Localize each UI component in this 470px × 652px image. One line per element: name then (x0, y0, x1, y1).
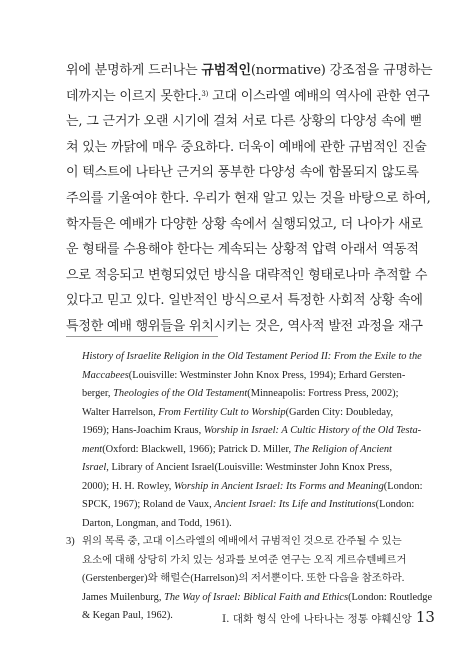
footnote-line (66, 589, 433, 608)
footnote-line (66, 441, 426, 460)
text-line: 데까지는 이르지 못한다.$^{3)}$ 고대 이스라엘 예배의 역사에 관한 연구 (66, 88, 430, 104)
citation-text: (London: (383, 480, 423, 492)
text-line: 학자들은 예배가 다양한 상황 속에서 실행되었고, 더 나아가 새로 (66, 216, 423, 232)
italic-title: The Way of Israel: Biblical Faith and Ethics (164, 591, 349, 603)
citation-text: (London: (375, 499, 415, 510)
citation-text: (Louisville: Westminster John Knox Press, 1994); Erhard Gersten- (128, 369, 406, 381)
text-line: 있다고 믿고 있다. 일반적인 방식으로서 특정한 사회적 상황 속에 (66, 293, 423, 309)
bold-term: 규범적인 (201, 63, 251, 78)
text-line: 운 형태를 수용해야 한다는 계속되는 상황적 압력 아래서 역동적 (66, 242, 419, 258)
footnote-text (82, 536, 402, 547)
citation-text: 2000); H. H. Rowley, (82, 480, 174, 492)
italic-title: Worship in Israel: A Cultic History of the Old Testa- (203, 425, 422, 436)
footnote-line (66, 385, 426, 404)
citation-text: berger, (82, 388, 114, 399)
citation-text: 요소에 대해 상당히 가치 있는 성과를 보여준 연구는 오직 게르슈텐베르거 (82, 554, 407, 566)
footnote-line (66, 496, 426, 515)
citation-text: 1969); Hans-Joachim Kraus, (82, 425, 204, 436)
text-line: 특정한 예배 행위들을 위치시키는 것은, 역사적 발전 과정을 재구 (66, 318, 423, 334)
citation-text: (Oxford: Blackwell, 1966); Patrick D. Miller, (102, 443, 294, 455)
text-line: 으로 적응되고 변형되었던 방식을 대략적인 형태로나마 추적할 수 (66, 267, 428, 283)
footnote-line (66, 348, 426, 367)
footnote-line (66, 404, 426, 423)
footnotes (66, 348, 433, 626)
citation-text: (Gerstenberger)와 해럴슨(Harrelson)의 저서뿐이다. 또한 다음을 참조하라. (82, 573, 405, 584)
citation-text: (London: Routledge (348, 591, 433, 603)
citation-text: Walter Harrelson, (82, 406, 159, 418)
italic-title: History of Israelite Religion in the Old Testament Period II: From the Exile to the (82, 351, 422, 362)
italic-title: ment (82, 443, 103, 455)
text-line: 위에 분명하게 드러나는 규범적인(normative) 강조점을 규명하는 (66, 63, 433, 78)
footnote-line (66, 367, 426, 386)
running-head: I. 대화 형식 안에 나타나는 정통 야훼신앙 (222, 613, 412, 625)
italic-title: Theologies of the Old Testament (113, 388, 248, 399)
text-line: 주의를 기울여야 한다. 우리가 현재 알고 있는 것을 바탕으로 하여, (66, 190, 431, 206)
citation-text: (Garden City: Doubleday, (285, 406, 394, 418)
footnote-line (66, 459, 426, 478)
italic-title: Israel (82, 462, 107, 473)
text-line: 쳐 있는 까닭에 매우 중요하다. 더욱이 예배에 관한 규범적인 진술 (66, 139, 427, 155)
citation-text: & Kegan Paul, 1962). (82, 610, 173, 621)
citation-text: 위의 목록 중, 고대 이스라엘의 예배에서 규범적인 것으로 간주될 수 있는 (82, 536, 402, 547)
footnote-line (66, 478, 426, 497)
citation-text: James Muilenburg, (82, 591, 165, 603)
footnote-number: 3) (66, 536, 75, 547)
footnote-line (66, 515, 426, 534)
text-line: 는, 그 근거가 오랜 시기에 걸쳐 서로 다른 상황의 다양성 속에 뻗 (66, 114, 423, 130)
italic-title: Ancient Israel: Its Life and Institutions (214, 499, 376, 510)
footnote-line (66, 422, 426, 441)
citation-text: Darton, Longman, and Todd, 1961). (82, 517, 232, 529)
page-number: 13 (415, 608, 435, 626)
footnote-line (66, 552, 426, 571)
citation-text: , Library of Ancient Israel(Louisville: Westminster John Knox Press, (106, 462, 393, 473)
footnote-line (66, 533, 426, 552)
italic-title: From Fertility Cult to Worship (158, 406, 286, 418)
footnote-line (66, 570, 426, 589)
citation-text: (Minneapolis: Fortress Press, 2002); (247, 388, 399, 399)
main-text (66, 58, 433, 340)
italic-title: The Religion of Ancient (293, 443, 392, 455)
footnote-ref[interactable]: 3) (201, 89, 209, 98)
citation-text: SPCK, 1967); Roland de Vaux, (82, 499, 215, 510)
footnote-continuation (66, 348, 426, 533)
italic-title: Worship in Ancient Israel: Its Forms and Meaning (173, 480, 384, 492)
text-line: 이 텍스트에 나타난 근거의 풍부한 다양성 속에 함몰되지 않도록 (66, 165, 419, 181)
page-footer (222, 606, 435, 630)
italic-title: Maccabees (82, 369, 129, 381)
footnote-divider (66, 336, 218, 337)
